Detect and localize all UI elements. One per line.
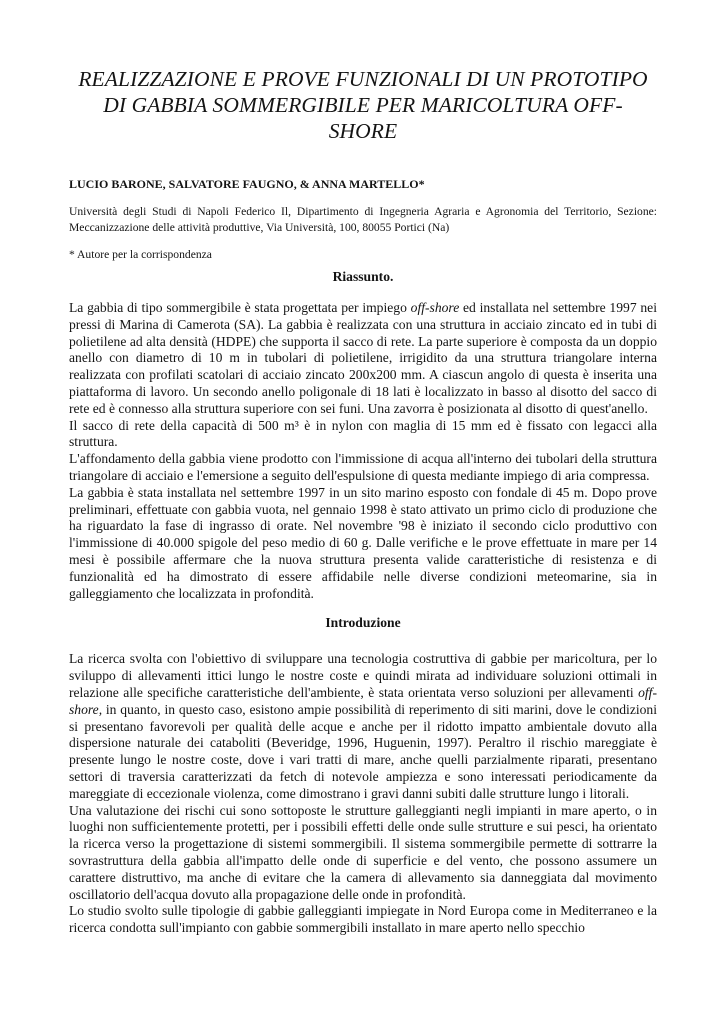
abstract-heading: Riassunto. xyxy=(332,269,394,284)
affiliation: Università degli Studi di Napoli Federico Il, Dipartimento di Ingegneria Agraria e Agronomia del Territorio, Sezione: Meccanizzazione delle attività produttive, Via Università, 100, 80055 Portici (Na) xyxy=(69,205,657,234)
abstract-p1-text-b: ed installata nel settembre 1997 nei pressi di Marina di Camerota (SA). La gabbia è realizzata con una struttura in acciaio zincato ed in tubi di polietilene ad alta densità (HDPE) che supporta il sacco di rete. La parte superiore è composta da un doppio anello con diametro di 10 m in tubolari di polietilene, irrigidito da una struttura triangolare interna realizzata con profilati scatolari di acciaio zincato 200x200 mm. A ciascun angolo di questa è inserita una piattaforma di lavoro. Un secondo anello poligonale di 18 lati è localizzato in basso al disotto del sacco di rete ed è connesso alla struttura superiore con sei funi. Una zavorra è posizionata al disotto di quest'anello. xyxy=(69,300,657,416)
intro-p1-text-a: La ricerca svolta con l'obiettivo di sviluppare una tecnologia costruttiva di gabbie per maricoltura, per lo sviluppo di allevamenti ittici lungo le nostre coste e quindi mirata ad individuare soluzioni ottimali in relazione alle specifiche caratteristiche dell'ambiente, è stata orientata verso soluzioni per allevamenti xyxy=(69,651,657,700)
title-line-2: DI GABBIA SOMMERGIBILE PER MARICOLTURA OFF-SHORE xyxy=(103,93,623,143)
abstract-paragraph xyxy=(69,300,657,418)
abstract-paragraph: La gabbia è stata installata nel settembre 1997 in un sito marino esposto con fondale di 45 m. Dopo prove preliminari, effettuate con gabbia vuota, nel gennaio 1998 è stato attivato un primo ciclo di produzione che ha riguardato la fase di ingrasso di orate. Nel novembre '98 è iniziato il secondo ciclo produttivo con l'immissione di 40.000 spigole del peso medio di 60 g. Dalle verifiche e le prove effettuate in mare per 14 mesi è possibile affermare che la nuova struttura presenta valide caratteristiche di resistenza e di funzionalità ed ha dimostrato di essere affidabile nelle diverse condizioni meteomarine, sia in galleggiamento che localizzata in profondità. xyxy=(69,484,657,601)
abstract-p1-text-a: La gabbia di tipo sommergibile è stata progettata per impiego xyxy=(69,300,411,315)
introduction-heading: Introduzione xyxy=(325,615,401,631)
abstract-p1-emphasis: off-shore xyxy=(410,300,460,315)
introduction-body xyxy=(69,651,657,937)
intro-p1-emphasis: off-shore, xyxy=(69,684,657,717)
paper-title xyxy=(69,66,657,144)
authors: LUCIO BARONE, SALVATORE FAUGNO, & ANNA MARTELLO* xyxy=(69,177,425,191)
correspondence-note: * Autore per la corrispondenza xyxy=(69,248,212,261)
intro-paragraph xyxy=(69,651,657,802)
abstract-paragraph: L'affondamento della gabbia viene prodotto con l'immissione di acqua all'interno dei tubolari della struttura triangolare di acciaio e l'emersione a seguito dell'espulsione di questa mediante impiego di aria compressa. xyxy=(69,451,657,483)
abstract-body xyxy=(69,300,657,602)
document-page xyxy=(69,66,657,937)
intro-paragraph: Una valutazione dei rischi cui sono sottoposte le strutture galleggianti negli impianti in mare aperto, o in luoghi non sufficientemente protetti, per i possibili effetti delle onde sulle strutture e sui pesci, ha orientato la ricerca verso la progettazione di sistemi sommergibili. Il sistema sommergibile permette di sottrarre la sovrastruttura della gabbia all'impatto delle onde di superficie e del vento, che possono assumere un carattere distruttivo, ma anche di evitare che la camera di allevamento sia danneggiata dal movimento oscillatorio dell'acqua dovuto alla propagazione delle onde in profondità. xyxy=(69,802,657,902)
intro-p1-text-b: in quanto, in questo caso, esistono ampie possibilità di reperimento di siti marini, dove le condizioni si presentano favorevoli per qualità delle acque e anche per il ridotto impatto ambientale dovuto alla dispersione naturale dei cataboliti (Beveridge, 1996, Huguenin, 1997). Peraltro il rischio mareggiate è presente lungo le nostre coste, dove i vari tratti di mare, anche quelli parzialmente riparati, presentano settori di traversia caratterizzati da fetch di notevole ampiezza e sono interessati periodicamente da mareggiate di eccezionale violenza, come dimostrano i gravi danni subiti dalle strutture lungo i litorali. xyxy=(69,701,657,801)
title-line-1: REALIZZAZIONE E PROVE FUNZIONALI DI UN PROTOTIPO xyxy=(78,67,648,91)
abstract-paragraph: Il sacco di rete della capacità di 500 m³ è in nylon con maglia di 15 mm ed è fissato con legacci alla struttura. xyxy=(69,417,657,450)
intro-paragraph: Lo studio svolto sulle tipologie di gabbie galleggianti impiegate in Nord Europa come in Mediterraneo e la ricerca condotta sull'impianto con gabbie sommergibili installato in mare aperto nello specchio xyxy=(69,903,657,936)
